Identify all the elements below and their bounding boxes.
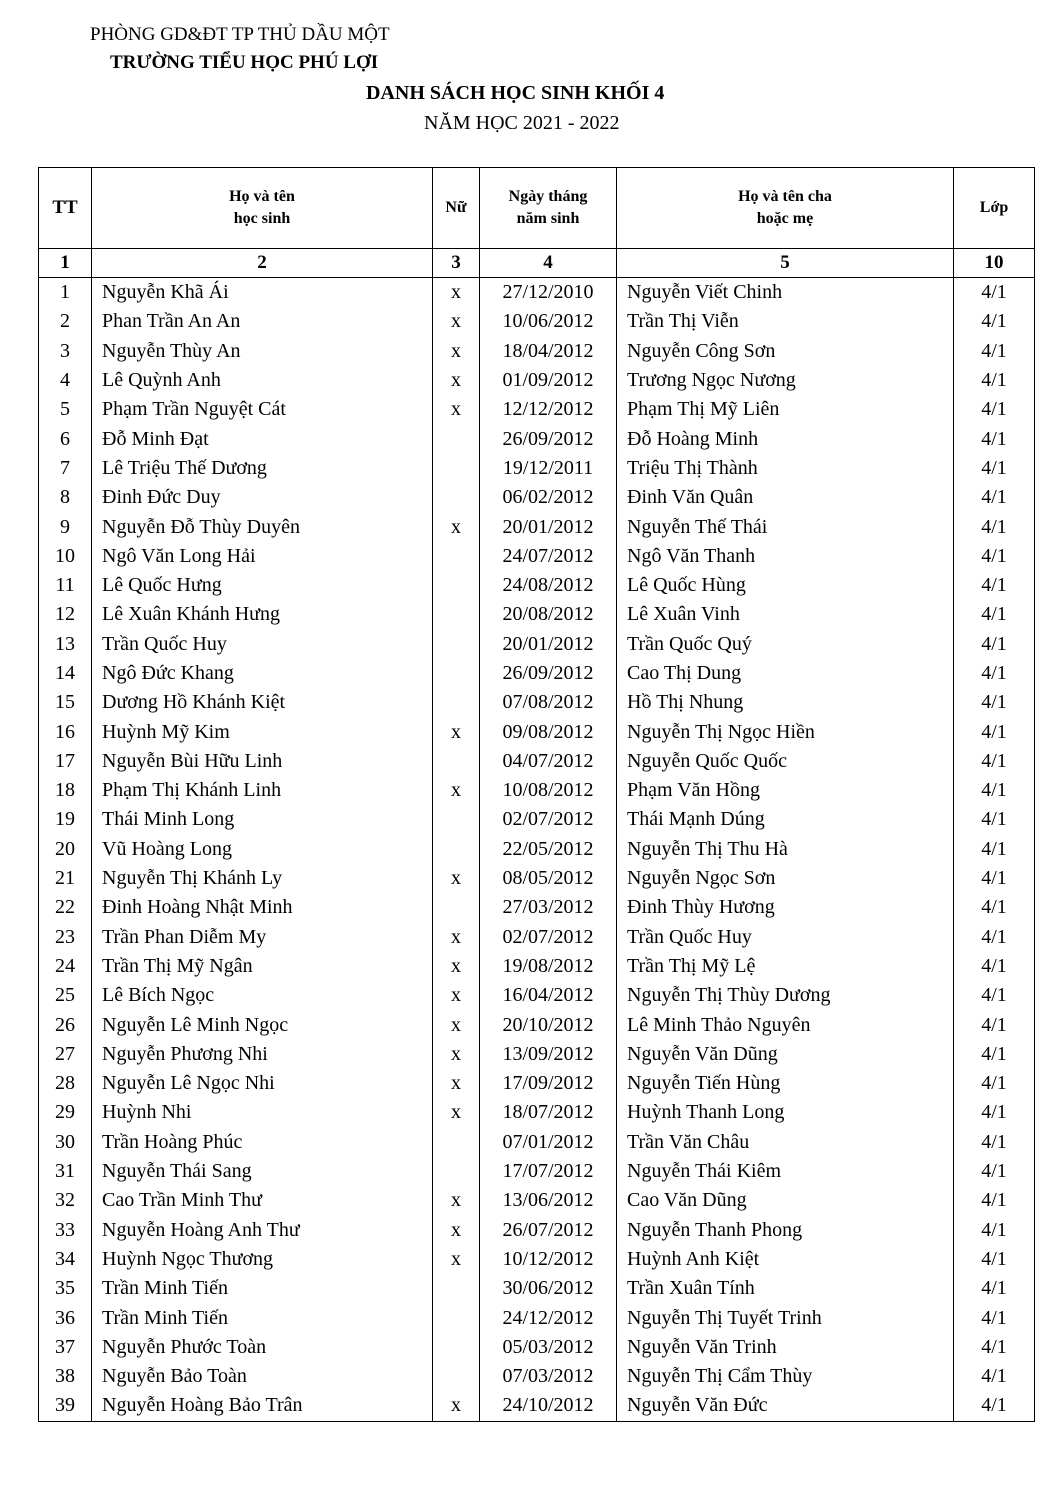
row-number: 33 bbox=[39, 1216, 92, 1245]
class-name: 4/1 bbox=[954, 278, 1035, 308]
female-mark: x bbox=[433, 366, 480, 395]
row-number: 28 bbox=[39, 1069, 92, 1098]
female-mark: x bbox=[433, 1245, 480, 1274]
date-of-birth: 16/04/2012 bbox=[480, 981, 617, 1010]
table-row bbox=[39, 1010, 1035, 1039]
row-number: 17 bbox=[39, 747, 92, 776]
class-name: 4/1 bbox=[954, 893, 1035, 922]
student-list-table bbox=[38, 167, 1035, 1422]
table-row bbox=[39, 454, 1035, 483]
date-of-birth: 27/12/2010 bbox=[480, 278, 617, 308]
student-name: Nguyễn Lê Ngọc Nhi bbox=[92, 1069, 433, 1098]
female-mark bbox=[433, 1157, 480, 1186]
parent-name: Nguyễn Thanh Phong bbox=[617, 1216, 954, 1245]
col-header-parent-line1: Họ và tên cha bbox=[738, 188, 832, 205]
female-mark bbox=[433, 1128, 480, 1157]
female-mark: x bbox=[433, 1069, 480, 1098]
class-name: 4/1 bbox=[954, 864, 1035, 893]
table-row bbox=[39, 923, 1035, 952]
class-name: 4/1 bbox=[954, 1245, 1035, 1274]
table-row bbox=[39, 600, 1035, 629]
date-of-birth: 24/07/2012 bbox=[480, 542, 617, 571]
row-number: 26 bbox=[39, 1010, 92, 1039]
date-of-birth: 10/12/2012 bbox=[480, 1245, 617, 1274]
date-of-birth: 17/07/2012 bbox=[480, 1157, 617, 1186]
school-year: NĂM HỌC 2021 - 2022 bbox=[424, 112, 620, 134]
class-name: 4/1 bbox=[954, 542, 1035, 571]
parent-name: Nguyễn Viết Chinh bbox=[617, 278, 954, 308]
row-number: 31 bbox=[39, 1157, 92, 1186]
female-mark: x bbox=[433, 1186, 480, 1215]
parent-name: Lê Quốc Hùng bbox=[617, 571, 954, 600]
table-row bbox=[39, 952, 1035, 981]
row-number: 7 bbox=[39, 454, 92, 483]
date-of-birth: 24/10/2012 bbox=[480, 1391, 617, 1421]
table-row bbox=[39, 1391, 1035, 1421]
class-name: 4/1 bbox=[954, 1098, 1035, 1127]
class-name: 4/1 bbox=[954, 1157, 1035, 1186]
female-mark: x bbox=[433, 1391, 480, 1421]
row-number: 15 bbox=[39, 688, 92, 717]
row-number: 21 bbox=[39, 864, 92, 893]
table-row bbox=[39, 835, 1035, 864]
parent-name: Ngô Văn Thanh bbox=[617, 542, 954, 571]
row-number: 20 bbox=[39, 835, 92, 864]
table-row bbox=[39, 1333, 1035, 1362]
female-mark: x bbox=[433, 1098, 480, 1127]
student-name: Lê Quỳnh Anh bbox=[92, 366, 433, 395]
class-name: 4/1 bbox=[954, 512, 1035, 541]
row-number: 8 bbox=[39, 483, 92, 512]
female-mark bbox=[433, 893, 480, 922]
row-number: 24 bbox=[39, 952, 92, 981]
student-name: Lê Bích Ngọc bbox=[92, 981, 433, 1010]
parent-name: Nguyễn Quốc Quốc bbox=[617, 747, 954, 776]
female-mark bbox=[433, 424, 480, 453]
table-row bbox=[39, 395, 1035, 424]
parent-name: Trần Văn Châu bbox=[617, 1128, 954, 1157]
female-mark: x bbox=[433, 923, 480, 952]
date-of-birth: 05/03/2012 bbox=[480, 1333, 617, 1362]
class-name: 4/1 bbox=[954, 776, 1035, 805]
class-name: 4/1 bbox=[954, 1362, 1035, 1391]
document-title: DANH SÁCH HỌC SINH KHỐI 4 bbox=[366, 82, 665, 104]
department-name: PHÒNG GD&ĐT TP THỦ DẦU MỘT bbox=[90, 24, 390, 45]
female-mark bbox=[433, 1274, 480, 1303]
table-row bbox=[39, 630, 1035, 659]
female-mark bbox=[433, 747, 480, 776]
col-number: 4 bbox=[480, 249, 617, 278]
student-name: Lê Quốc Hưng bbox=[92, 571, 433, 600]
row-number: 1 bbox=[39, 278, 92, 308]
col-number: 10 bbox=[954, 249, 1035, 278]
class-name: 4/1 bbox=[954, 395, 1035, 424]
row-number: 5 bbox=[39, 395, 92, 424]
table-row bbox=[39, 1362, 1035, 1391]
parent-name: Triệu Thị Thành bbox=[617, 454, 954, 483]
row-number: 30 bbox=[39, 1128, 92, 1157]
student-name: Ngô Đức Khang bbox=[92, 659, 433, 688]
col-header-tt: TT bbox=[39, 168, 92, 249]
female-mark bbox=[433, 454, 480, 483]
table-row bbox=[39, 688, 1035, 717]
table-row bbox=[39, 366, 1035, 395]
date-of-birth: 08/05/2012 bbox=[480, 864, 617, 893]
female-mark: x bbox=[433, 717, 480, 746]
row-number: 4 bbox=[39, 366, 92, 395]
female-mark bbox=[433, 600, 480, 629]
parent-name: Cao Thị Dung bbox=[617, 659, 954, 688]
class-name: 4/1 bbox=[954, 571, 1035, 600]
row-number: 16 bbox=[39, 717, 92, 746]
female-mark bbox=[433, 571, 480, 600]
table-row bbox=[39, 1098, 1035, 1127]
col-number: 1 bbox=[39, 249, 92, 278]
date-of-birth: 18/04/2012 bbox=[480, 337, 617, 366]
school-name: TRƯỜNG TIỂU HỌC PHÚ LỢI bbox=[110, 52, 379, 73]
table-row bbox=[39, 981, 1035, 1010]
parent-name: Nguyễn Thị Thu Hà bbox=[617, 835, 954, 864]
class-name: 4/1 bbox=[954, 1274, 1035, 1303]
class-name: 4/1 bbox=[954, 981, 1035, 1010]
class-name: 4/1 bbox=[954, 923, 1035, 952]
table-row bbox=[39, 307, 1035, 336]
table-row bbox=[39, 542, 1035, 571]
parent-name: Nguyễn Ngọc Sơn bbox=[617, 864, 954, 893]
student-name: Thái Minh Long bbox=[92, 805, 433, 834]
row-number: 27 bbox=[39, 1040, 92, 1069]
student-name: Phạm Thị Khánh Linh bbox=[92, 776, 433, 805]
class-name: 4/1 bbox=[954, 659, 1035, 688]
table-row bbox=[39, 659, 1035, 688]
table-row bbox=[39, 717, 1035, 746]
female-mark bbox=[433, 630, 480, 659]
parent-name: Huỳnh Anh Kiệt bbox=[617, 1245, 954, 1274]
class-name: 4/1 bbox=[954, 1303, 1035, 1332]
date-of-birth: 04/07/2012 bbox=[480, 747, 617, 776]
row-number: 13 bbox=[39, 630, 92, 659]
table-row bbox=[39, 1186, 1035, 1215]
row-number: 36 bbox=[39, 1303, 92, 1332]
date-of-birth: 17/09/2012 bbox=[480, 1069, 617, 1098]
student-name: Lê Xuân Khánh Hưng bbox=[92, 600, 433, 629]
student-name: Huỳnh Nhi bbox=[92, 1098, 433, 1127]
table-row bbox=[39, 1069, 1035, 1098]
parent-name: Đinh Văn Quân bbox=[617, 483, 954, 512]
col-header-student-name-line2: học sinh bbox=[233, 210, 291, 227]
col-number: 2 bbox=[92, 249, 433, 278]
date-of-birth: 07/08/2012 bbox=[480, 688, 617, 717]
female-mark: x bbox=[433, 776, 480, 805]
date-of-birth: 07/01/2012 bbox=[480, 1128, 617, 1157]
class-name: 4/1 bbox=[954, 307, 1035, 336]
date-of-birth: 10/08/2012 bbox=[480, 776, 617, 805]
parent-name: Nguyễn Văn Trinh bbox=[617, 1333, 954, 1362]
date-of-birth: 13/09/2012 bbox=[480, 1040, 617, 1069]
col-header-dob-line1: Ngày tháng bbox=[508, 188, 588, 205]
student-name: Nguyễn Thị Khánh Ly bbox=[92, 864, 433, 893]
class-name: 4/1 bbox=[954, 688, 1035, 717]
student-name: Nguyễn Bảo Toàn bbox=[92, 1362, 433, 1391]
class-name: 4/1 bbox=[954, 337, 1035, 366]
student-name: Trần Thị Mỹ Ngân bbox=[92, 952, 433, 981]
female-mark bbox=[433, 835, 480, 864]
row-number: 10 bbox=[39, 542, 92, 571]
date-of-birth: 22/05/2012 bbox=[480, 835, 617, 864]
female-mark bbox=[433, 1333, 480, 1362]
female-mark: x bbox=[433, 307, 480, 336]
table-row bbox=[39, 1216, 1035, 1245]
date-of-birth: 09/08/2012 bbox=[480, 717, 617, 746]
class-name: 4/1 bbox=[954, 1040, 1035, 1069]
parent-name: Cao Văn Dũng bbox=[617, 1186, 954, 1215]
date-of-birth: 20/08/2012 bbox=[480, 600, 617, 629]
parent-name: Lê Xuân Vinh bbox=[617, 600, 954, 629]
female-mark: x bbox=[433, 1040, 480, 1069]
parent-name: Trần Quốc Quý bbox=[617, 630, 954, 659]
female-mark: x bbox=[433, 337, 480, 366]
col-header-parent bbox=[617, 168, 954, 249]
class-name: 4/1 bbox=[954, 717, 1035, 746]
row-number: 6 bbox=[39, 424, 92, 453]
class-name: 4/1 bbox=[954, 630, 1035, 659]
row-number: 23 bbox=[39, 923, 92, 952]
student-name: Nguyễn Đỗ Thùy Duyên bbox=[92, 512, 433, 541]
parent-name: Nguyễn Thế Thái bbox=[617, 512, 954, 541]
table-row bbox=[39, 1157, 1035, 1186]
date-of-birth: 26/07/2012 bbox=[480, 1216, 617, 1245]
class-name: 4/1 bbox=[954, 835, 1035, 864]
parent-name: Đỗ Hoàng Minh bbox=[617, 424, 954, 453]
parent-name: Nguyễn Thị Thùy Dương bbox=[617, 981, 954, 1010]
student-name: Huỳnh Mỹ Kim bbox=[92, 717, 433, 746]
class-name: 4/1 bbox=[954, 483, 1035, 512]
parent-name: Trần Thị Viễn bbox=[617, 307, 954, 336]
class-name: 4/1 bbox=[954, 952, 1035, 981]
table-row bbox=[39, 893, 1035, 922]
class-name: 4/1 bbox=[954, 1333, 1035, 1362]
parent-name: Trần Thị Mỹ Lệ bbox=[617, 952, 954, 981]
date-of-birth: 01/09/2012 bbox=[480, 366, 617, 395]
parent-name: Nguyễn Thị Tuyết Trinh bbox=[617, 1303, 954, 1332]
class-name: 4/1 bbox=[954, 805, 1035, 834]
date-of-birth: 24/08/2012 bbox=[480, 571, 617, 600]
class-name: 4/1 bbox=[954, 1069, 1035, 1098]
date-of-birth: 26/09/2012 bbox=[480, 659, 617, 688]
col-header-dob bbox=[480, 168, 617, 249]
date-of-birth: 12/12/2012 bbox=[480, 395, 617, 424]
student-name: Nguyễn Hoàng Anh Thư bbox=[92, 1216, 433, 1245]
date-of-birth: 02/07/2012 bbox=[480, 923, 617, 952]
student-name: Trần Phan Diễm My bbox=[92, 923, 433, 952]
student-name: Nguyễn Thái Sang bbox=[92, 1157, 433, 1186]
row-number: 11 bbox=[39, 571, 92, 600]
class-name: 4/1 bbox=[954, 1186, 1035, 1215]
student-name: Trần Hoàng Phúc bbox=[92, 1128, 433, 1157]
row-number: 35 bbox=[39, 1274, 92, 1303]
table-row bbox=[39, 1303, 1035, 1332]
parent-name: Hồ Thị Nhung bbox=[617, 688, 954, 717]
date-of-birth: 02/07/2012 bbox=[480, 805, 617, 834]
table-row bbox=[39, 483, 1035, 512]
date-of-birth: 24/12/2012 bbox=[480, 1303, 617, 1332]
row-number: 39 bbox=[39, 1391, 92, 1421]
parent-name: Huỳnh Thanh Long bbox=[617, 1098, 954, 1127]
class-name: 4/1 bbox=[954, 454, 1035, 483]
parent-name: Nguyễn Thị Ngọc Hiền bbox=[617, 717, 954, 746]
class-name: 4/1 bbox=[954, 1010, 1035, 1039]
student-name: Nguyễn Hoàng Bảo Trân bbox=[92, 1391, 433, 1421]
row-number: 14 bbox=[39, 659, 92, 688]
date-of-birth: 26/09/2012 bbox=[480, 424, 617, 453]
date-of-birth: 20/10/2012 bbox=[480, 1010, 617, 1039]
parent-name: Lê Minh Thảo Nguyên bbox=[617, 1010, 954, 1039]
table-row bbox=[39, 512, 1035, 541]
student-name: Trần Minh Tiến bbox=[92, 1274, 433, 1303]
female-mark bbox=[433, 483, 480, 512]
student-rows bbox=[39, 278, 1035, 1422]
parent-name: Nguyễn Công Sơn bbox=[617, 337, 954, 366]
date-of-birth: 18/07/2012 bbox=[480, 1098, 617, 1127]
female-mark: x bbox=[433, 864, 480, 893]
date-of-birth: 06/02/2012 bbox=[480, 483, 617, 512]
col-number: 3 bbox=[433, 249, 480, 278]
parent-name: Đinh Thùy Hương bbox=[617, 893, 954, 922]
female-mark bbox=[433, 1303, 480, 1332]
female-mark: x bbox=[433, 1216, 480, 1245]
table-row bbox=[39, 805, 1035, 834]
female-mark bbox=[433, 659, 480, 688]
table-row bbox=[39, 337, 1035, 366]
female-mark: x bbox=[433, 512, 480, 541]
table-row bbox=[39, 776, 1035, 805]
class-name: 4/1 bbox=[954, 600, 1035, 629]
table-row bbox=[39, 424, 1035, 453]
col-header-student-name bbox=[92, 168, 433, 249]
student-name: Dương Hồ Khánh Kiệt bbox=[92, 688, 433, 717]
student-name: Trần Quốc Huy bbox=[92, 630, 433, 659]
row-number: 19 bbox=[39, 805, 92, 834]
row-number: 29 bbox=[39, 1098, 92, 1127]
female-mark: x bbox=[433, 1010, 480, 1039]
female-mark: x bbox=[433, 981, 480, 1010]
student-name: Nguyễn Lê Minh Ngọc bbox=[92, 1010, 433, 1039]
parent-name: Phạm Thị Mỹ Liên bbox=[617, 395, 954, 424]
row-number: 22 bbox=[39, 893, 92, 922]
female-mark bbox=[433, 805, 480, 834]
date-of-birth: 13/06/2012 bbox=[480, 1186, 617, 1215]
class-name: 4/1 bbox=[954, 1128, 1035, 1157]
parent-name: Nguyễn Văn Đức bbox=[617, 1391, 954, 1421]
date-of-birth: 20/01/2012 bbox=[480, 512, 617, 541]
student-name: Huỳnh Ngọc Thương bbox=[92, 1245, 433, 1274]
row-number: 3 bbox=[39, 337, 92, 366]
parent-name: Nguyễn Thị Cẩm Thùy bbox=[617, 1362, 954, 1391]
row-number: 37 bbox=[39, 1333, 92, 1362]
parent-name: Thái Mạnh Dúng bbox=[617, 805, 954, 834]
parent-name: Trần Xuân Tính bbox=[617, 1274, 954, 1303]
student-name: Đỗ Minh Đạt bbox=[92, 424, 433, 453]
student-name: Phạm Trần Nguyệt Cát bbox=[92, 395, 433, 424]
parent-name: Phạm Văn Hồng bbox=[617, 776, 954, 805]
column-number-row bbox=[39, 249, 1035, 278]
row-number: 38 bbox=[39, 1362, 92, 1391]
parent-name: Nguyễn Thái Kiêm bbox=[617, 1157, 954, 1186]
female-mark: x bbox=[433, 395, 480, 424]
class-name: 4/1 bbox=[954, 1216, 1035, 1245]
col-header-dob-line2: năm sinh bbox=[516, 210, 580, 227]
table-row bbox=[39, 747, 1035, 776]
row-number: 32 bbox=[39, 1186, 92, 1215]
table-row bbox=[39, 1245, 1035, 1274]
date-of-birth: 30/06/2012 bbox=[480, 1274, 617, 1303]
parent-name: Nguyễn Văn Dũng bbox=[617, 1040, 954, 1069]
table-row bbox=[39, 864, 1035, 893]
table-row bbox=[39, 571, 1035, 600]
female-mark bbox=[433, 688, 480, 717]
student-name: Ngô Văn Long Hải bbox=[92, 542, 433, 571]
female-mark bbox=[433, 542, 480, 571]
student-name: Cao Trần Minh Thư bbox=[92, 1186, 433, 1215]
class-name: 4/1 bbox=[954, 747, 1035, 776]
parent-name: Trương Ngọc Nương bbox=[617, 366, 954, 395]
student-name: Đinh Hoàng Nhật Minh bbox=[92, 893, 433, 922]
student-name: Nguyễn Phước Toàn bbox=[92, 1333, 433, 1362]
date-of-birth: 19/12/2011 bbox=[480, 454, 617, 483]
row-number: 34 bbox=[39, 1245, 92, 1274]
class-name: 4/1 bbox=[954, 366, 1035, 395]
col-header-female: Nữ bbox=[433, 168, 480, 249]
parent-name: Trần Quốc Huy bbox=[617, 923, 954, 952]
date-of-birth: 27/03/2012 bbox=[480, 893, 617, 922]
student-name: Nguyễn Bùi Hữu Linh bbox=[92, 747, 433, 776]
date-of-birth: 07/03/2012 bbox=[480, 1362, 617, 1391]
female-mark: x bbox=[433, 952, 480, 981]
row-number: 9 bbox=[39, 512, 92, 541]
row-number: 18 bbox=[39, 776, 92, 805]
student-name: Nguyễn Thùy An bbox=[92, 337, 433, 366]
date-of-birth: 10/06/2012 bbox=[480, 307, 617, 336]
student-name: Nguyễn Phương Nhi bbox=[92, 1040, 433, 1069]
parent-name: Nguyễn Tiến Hùng bbox=[617, 1069, 954, 1098]
female-mark: x bbox=[433, 278, 480, 308]
col-header-parent-line2: hoặc mẹ bbox=[756, 210, 814, 227]
col-header-class: Lớp bbox=[954, 168, 1035, 249]
student-name: Phan Trần An An bbox=[92, 307, 433, 336]
table-row bbox=[39, 1128, 1035, 1157]
table-row bbox=[39, 1274, 1035, 1303]
student-name: Vũ Hoàng Long bbox=[92, 835, 433, 864]
date-of-birth: 19/08/2012 bbox=[480, 952, 617, 981]
female-mark bbox=[433, 1362, 480, 1391]
student-name: Đinh Đức Duy bbox=[92, 483, 433, 512]
class-name: 4/1 bbox=[954, 424, 1035, 453]
row-number: 12 bbox=[39, 600, 92, 629]
table-row bbox=[39, 278, 1035, 308]
header-row bbox=[39, 168, 1035, 249]
student-name: Trần Minh Tiến bbox=[92, 1303, 433, 1332]
table-row bbox=[39, 1040, 1035, 1069]
date-of-birth: 20/01/2012 bbox=[480, 630, 617, 659]
row-number: 25 bbox=[39, 981, 92, 1010]
col-number: 5 bbox=[617, 249, 954, 278]
student-name: Lê Triệu Thế Dương bbox=[92, 454, 433, 483]
row-number: 2 bbox=[39, 307, 92, 336]
col-header-student-name-line1: Họ và tên bbox=[229, 188, 295, 205]
class-name: 4/1 bbox=[954, 1391, 1035, 1421]
student-name: Nguyễn Khã Ái bbox=[92, 278, 433, 308]
